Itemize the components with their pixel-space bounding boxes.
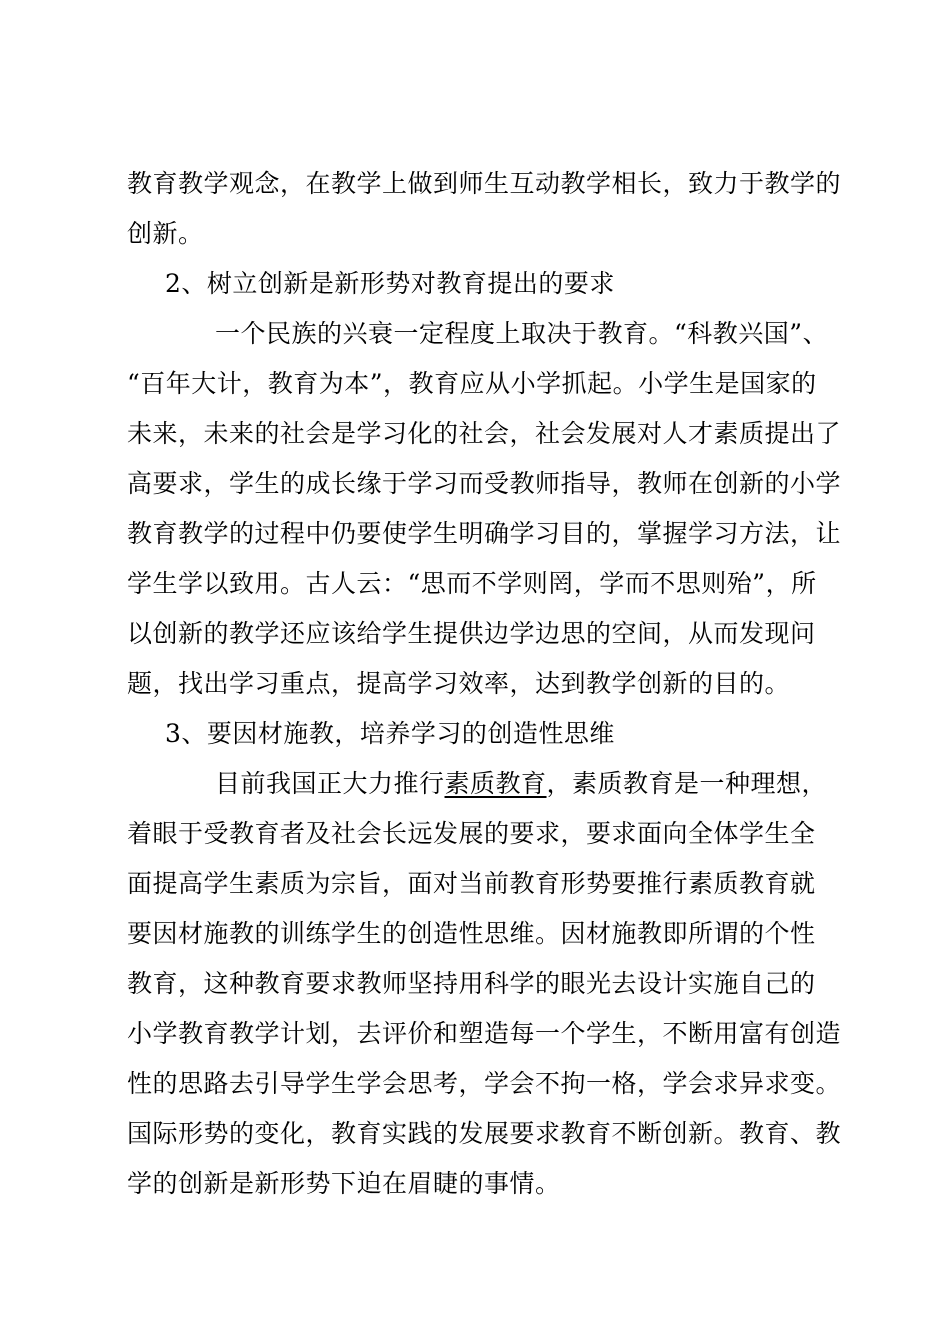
paragraph-2-line-3: 未来，未来的社会是学习化的社会，社会发展对人才素质提出了 bbox=[127, 419, 842, 448]
paragraph-3-line-1 bbox=[215, 767, 827, 801]
paragraph-2-line-1: 一个民族的兴衰一定程度上取决于教育。“科教兴国”、 bbox=[215, 319, 829, 348]
paragraph-2-line-6: 学生学以致用。古人云：“思而不学则罔，学而不思则殆”，所 bbox=[127, 569, 817, 598]
paragraph-1-line-1: 教育教学观念，在教学上做到师生互动教学相长，致力于教学的 bbox=[127, 169, 842, 198]
paragraph-3-line-9: 学的创新是新形势下迫在眉睫的事情。 bbox=[127, 1169, 561, 1198]
paragraph-2-line-7: 以创新的教学还应该给学生提供边学边思的空间，从而发现问 bbox=[127, 619, 816, 648]
paragraph-3-line-7: 性的思路去引导学生学会思考，学会不拘一格，学会求异求变。 bbox=[127, 1069, 842, 1098]
paragraph-2-line-8: 题，找出学习重点，提高学习效率，达到教学创新的目的。 bbox=[127, 669, 791, 698]
paragraph-2-line-4: 高要求，学生的成长缘于学习而受教师指导，教师在创新的小学 bbox=[127, 469, 842, 498]
paragraph-3-line-5: 教育，这种教育要求教师坚持用科学的眼光去设计实施自己的 bbox=[127, 969, 816, 998]
paragraph-3-line-1-end: ，素质教育是一种理想， bbox=[546, 769, 828, 798]
paragraph-3-line-1-start: 目前我国正大力推行 bbox=[215, 769, 445, 798]
quality-education-link[interactable]: 素质教育 bbox=[444, 769, 547, 798]
section-heading-3: 3、要因材施教，培养学习的创造性思维 bbox=[165, 719, 615, 748]
paragraph-3-line-2: 着眼于受教育者及社会长远发展的要求，要求面向全体学生全 bbox=[127, 819, 816, 848]
paragraph-3-line-8: 国际形势的变化，教育实践的发展要求教育不断创新。教育、教 bbox=[127, 1119, 842, 1148]
paragraph-2-line-5: 教育教学的过程中仍要使学生明确学习目的，掌握学习方法，让 bbox=[127, 519, 842, 548]
paragraph-2-line-2: “百年大计，教育为本”，教育应从小学抓起。小学生是国家的 bbox=[127, 369, 817, 398]
paragraph-3-line-6: 小学教育教学计划，去评价和塑造每一个学生，不断用富有创造 bbox=[127, 1019, 842, 1048]
paragraph-1-line-2: 创新。 bbox=[127, 219, 204, 248]
section-heading-2: 2、树立创新是新形势对教育提出的要求 bbox=[165, 269, 615, 298]
paragraph-3-line-3: 面提高学生素质为宗旨，面对当前教育形势要推行素质教育就 bbox=[127, 869, 816, 898]
paragraph-3-line-4: 要因材施教的训练学生的创造性思维。因材施教即所谓的个性 bbox=[127, 919, 816, 948]
